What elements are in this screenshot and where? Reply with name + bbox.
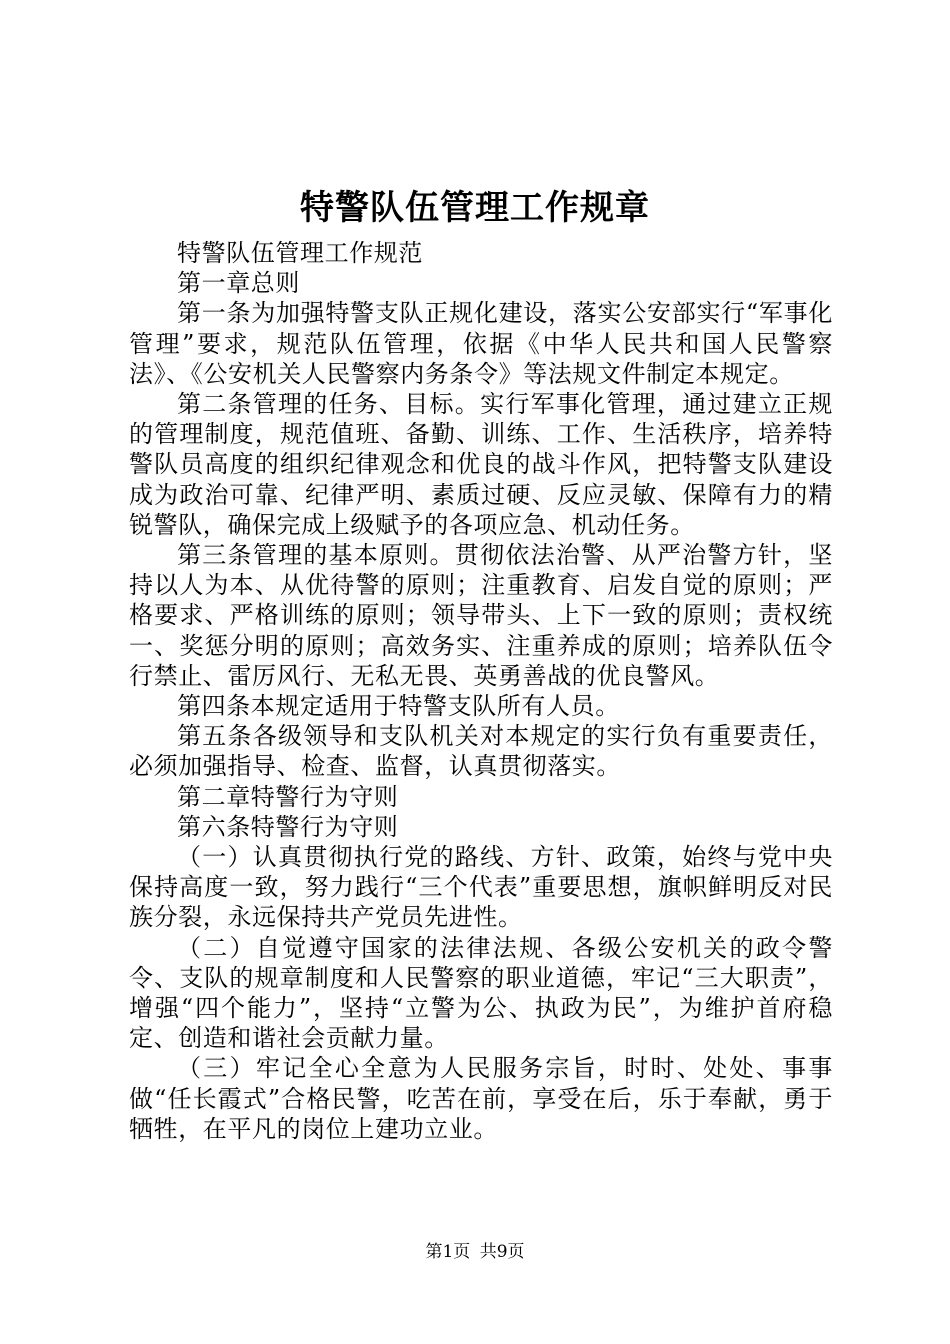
page-number: 第1页 bbox=[425, 1242, 471, 1262]
document-body bbox=[129, 238, 833, 1144]
chapter-heading: 第二章特警行为守则 bbox=[177, 782, 399, 811]
paragraph: 第六条特警行为守则 bbox=[177, 812, 399, 841]
page-footer bbox=[0, 1240, 950, 1264]
paragraph: 第五条各级领导和支队机关对本规定的实行负有重要责任，必须加强指导、检查、监督，认真贯彻落实。 bbox=[129, 722, 833, 781]
document-title: 特警队伍管理工作规章 bbox=[300, 188, 650, 228]
paragraph: 第四条本规定适用于特警支队所有人员。 bbox=[177, 692, 620, 721]
paragraph: 第三条管理的基本原则。贯彻依法治警、从严治警方针，坚持以人为本、从优待警的原则；注重教育、启发自觉的原则；严格要求、严格训练的原则；领导带头、上下一致的原则；责权统一、奖惩分明的原则；高效务实、注重养成的原则；培养队伍令行禁止、雷厉风行、无私无畏、英勇善战的优良警风。 bbox=[129, 541, 833, 690]
page-total: 共9页 bbox=[479, 1242, 525, 1262]
paragraph: （一）认真贯彻执行党的路线、方针、政策，始终与党中央保持高度一致，努力践行“三个代表”重要思想，旗帜鲜明反对民族分裂，永远保持共产党员先进性。 bbox=[129, 843, 833, 932]
paragraph: 第一条为加强特警支队正规化建设，落实公安部实行“军事化管理”要求，规范队伍管理，依据《中华人民共和国人民警察法》、《公安机关人民警察内务条令》等法规文件制定本规定。 bbox=[129, 299, 833, 388]
paragraph: 第二条管理的任务、目标。实行军事化管理，通过建立正规的管理制度，规范值班、备勤、训练、工作、生活秩序，培养特警队员高度的组织纪律观念和优良的战斗作风，把特警支队建设成为政治可靠、纪律严明、素质过硬、反应灵敏、保障有力的精锐警队，确保完成上级赋予的各项应急、机动任务。 bbox=[129, 390, 833, 539]
paragraph: （三）牢记全心全意为人民服务宗旨，时时、处处、事事做“任长霞式”合格民警，吃苦在前，享受在后，乐于奉献，勇于牺牲，在平凡的岗位上建功立业。 bbox=[129, 1054, 833, 1143]
paragraph-subtitle: 特警队伍管理工作规范 bbox=[177, 239, 423, 267]
chapter-heading: 第一章总则 bbox=[177, 269, 300, 298]
paragraph: （二）自觉遵守国家的法律法规、各级公安机关的政令警令、支队的规章制度和人民警察的职业道德，牢记“三大职责”，增强“四个能力”，坚持“立警为公、执政为民”，为维护首府稳定、创造和谐社会贡献力量。 bbox=[129, 933, 833, 1053]
